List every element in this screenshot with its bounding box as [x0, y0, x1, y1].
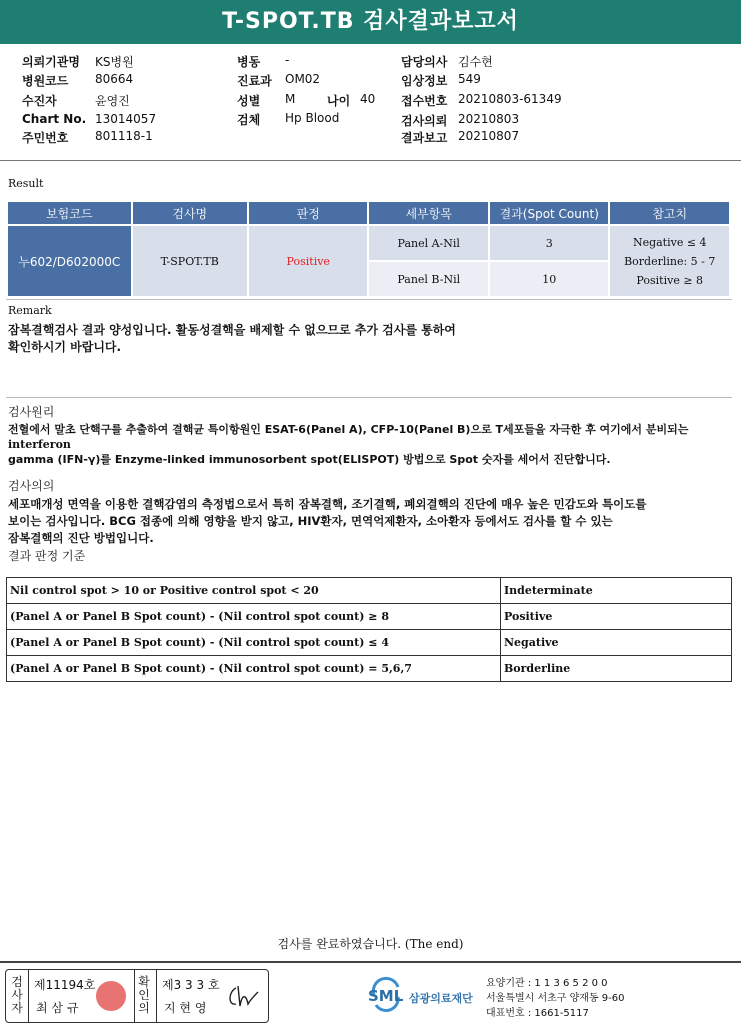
org-name: 삼광의료재단 — [409, 992, 473, 1005]
principle-line: interferon — [8, 438, 71, 451]
info-label: 담당의사 — [401, 55, 448, 69]
info-value: 윤영진 — [95, 94, 130, 108]
spot-count: 10 — [490, 262, 609, 296]
meaning-text — [8, 496, 646, 547]
table-row — [7, 604, 732, 630]
column-header: 결과(Spot Count) — [490, 202, 609, 224]
info-value: 20210807 — [458, 129, 520, 143]
remark-label: Remark — [8, 304, 52, 317]
examiner-label-char: 사 — [11, 988, 23, 1002]
remark-line: 확인하시기 바랍니다. — [8, 340, 122, 354]
info-value: 13014057 — [95, 112, 157, 126]
confirmer-label-char: 확 — [138, 975, 150, 989]
principle-line: gamma (IFN-γ)를 Enzyme-linked immunosorbent spot(ELISPOT) 방법으로 Spot 숫자를 세어서 진단합니다. — [8, 453, 611, 466]
detail-item: Panel A-Nil — [369, 226, 488, 260]
insurance-code: 누602/D602000C — [8, 226, 131, 296]
report-title: T-SPOT.TB 검사결과보고서 — [0, 0, 741, 44]
org-line: 대표번호 : 1661-5117 — [486, 1008, 589, 1019]
table-row — [7, 656, 732, 682]
info-label: 검사의뢰 — [401, 114, 448, 128]
table-row — [8, 226, 729, 260]
info-label: 수진자 — [22, 94, 57, 108]
criteria-table — [6, 577, 732, 682]
reference-line: Borderline: 5 - 7 — [624, 254, 716, 268]
signature-box — [5, 969, 269, 1023]
result-table — [6, 200, 731, 298]
info-value: 20210803 — [458, 112, 520, 126]
confirmer-license: 제3 3 3 호 — [162, 978, 220, 992]
confirmer-name: 지 현 영 — [164, 1001, 207, 1015]
criteria-result: Positive — [501, 604, 732, 630]
info-label: 병원코드 — [22, 74, 69, 88]
seal-stamp — [96, 981, 126, 1011]
column-header: 판정 — [249, 202, 368, 224]
info-value: 김수현 — [458, 55, 493, 69]
criteria-result: Negative — [501, 630, 732, 656]
info-value: - — [285, 53, 290, 67]
principle-text — [8, 422, 738, 467]
judgement-value: Positive — [249, 226, 368, 296]
column-header: 참고치 — [610, 202, 729, 224]
table-row — [7, 578, 732, 604]
criteria-rule: (Panel A or Panel B Spot count) - (Nil control spot count) = 5,6,7 — [7, 656, 501, 682]
org-info — [486, 976, 625, 1021]
meaning-line: 잠복결핵의 진단 방법입니다. — [8, 531, 154, 545]
criteria-label: 결과 판정 기준 — [8, 549, 86, 563]
examiner-label — [10, 976, 24, 1015]
table-row — [7, 630, 732, 656]
org-line: 서울특별시 서초구 양재동 9-60 — [486, 993, 625, 1004]
result-label: Result — [8, 177, 44, 190]
meaning-line: 보이는 검사입니다. BCG 접종에 의해 영향을 받지 않고, HIV환자, 면역억제환자, 소아환자 등에서도 검사를 할 수 있는 — [8, 514, 613, 528]
confirmer-label-char: 의 — [138, 1001, 150, 1015]
examiner-label-char: 검 — [11, 975, 23, 989]
principle-label: 검사원리 — [8, 405, 55, 419]
divider — [28, 970, 29, 1022]
criteria-result: Indeterminate — [501, 578, 732, 604]
divider — [6, 299, 732, 300]
spot-count: 3 — [490, 226, 609, 260]
info-label: 임상정보 — [401, 74, 448, 88]
remark-text — [8, 322, 456, 356]
age-label: 나이 — [327, 94, 351, 108]
reference-range — [610, 226, 729, 296]
signature-icon — [224, 982, 262, 1010]
end-text: 검사를 완료하였습니다. (The end) — [277, 937, 464, 951]
examiner-name: 최 삼 규 — [36, 1001, 79, 1015]
info-value: 80664 — [95, 72, 134, 86]
info-label: 검체 — [237, 113, 261, 127]
column-header: 검사명 — [133, 202, 247, 224]
info-label: 주민번호 — [22, 131, 69, 145]
info-label: 결과보고 — [401, 131, 448, 145]
meaning-label: 검사의의 — [8, 479, 55, 493]
divider — [156, 970, 157, 1022]
info-value: KS병원 — [95, 55, 134, 69]
info-value: Hp Blood — [285, 111, 340, 125]
divider — [6, 397, 732, 398]
info-label: 접수번호 — [401, 94, 448, 108]
examiner-label-char: 자 — [11, 1001, 23, 1015]
sml-logo-text: SML — [368, 987, 404, 1005]
info-label: 의뢰기관명 — [22, 55, 80, 69]
result-header-row — [8, 202, 729, 224]
principle-line: 전혈에서 말초 단핵구를 추출하여 결핵균 특이항원인 ESAT-6(Panel A), CFP-10(Panel B)으로 T세포들을 자극한 후 여기에서 분비되는 — [8, 423, 689, 436]
info-label: 성별 — [237, 94, 261, 108]
criteria-rule: Nil control spot > 10 or Positive control spot < 20 — [7, 578, 501, 604]
info-value: M — [285, 92, 296, 106]
info-value: OM02 — [285, 72, 321, 86]
divider — [0, 961, 741, 963]
confirmer-label-char: 인 — [138, 988, 150, 1002]
info-label: Chart No. — [22, 112, 87, 126]
column-header: 보험코드 — [8, 202, 131, 224]
info-label: 진료과 — [237, 74, 272, 88]
test-name: T-SPOT.TB — [133, 226, 247, 296]
detail-item: Panel B-Nil — [369, 262, 488, 296]
divider — [134, 970, 135, 1022]
column-header: 세부항목 — [369, 202, 488, 224]
criteria-rule: (Panel A or Panel B Spot count) - (Nil control spot count) ≤ 4 — [7, 630, 501, 656]
remark-line: 잠복결핵검사 결과 양성입니다. 활동성결핵을 배제할 수 없으므로 추가 검사를 통하여 — [8, 323, 456, 337]
reference-line: Positive ≥ 8 — [636, 273, 704, 287]
age-value: 40 — [360, 92, 376, 106]
divider — [0, 160, 741, 161]
info-label: 병동 — [237, 55, 261, 69]
criteria-result: Borderline — [501, 656, 732, 682]
meaning-line: 세포매개성 면역을 이용한 결핵감염의 측정법으로서 특히 잠복결핵, 조기결핵, 폐외결핵의 진단에 매우 높은 민감도와 특이도를 — [8, 497, 647, 511]
confirmer-label — [137, 976, 151, 1015]
org-line: 요양기관 : 1 1 3 6 5 2 0 0 — [486, 978, 608, 989]
info-value: 20210803-61349 — [458, 92, 562, 106]
info-value: 801118-1 — [95, 129, 153, 143]
examiner-license: 제11194호 — [34, 978, 96, 992]
info-value: 549 — [458, 72, 481, 86]
reference-line: Negative ≤ 4 — [632, 235, 707, 249]
criteria-rule: (Panel A or Panel B Spot count) - (Nil control spot count) ≥ 8 — [7, 604, 501, 630]
